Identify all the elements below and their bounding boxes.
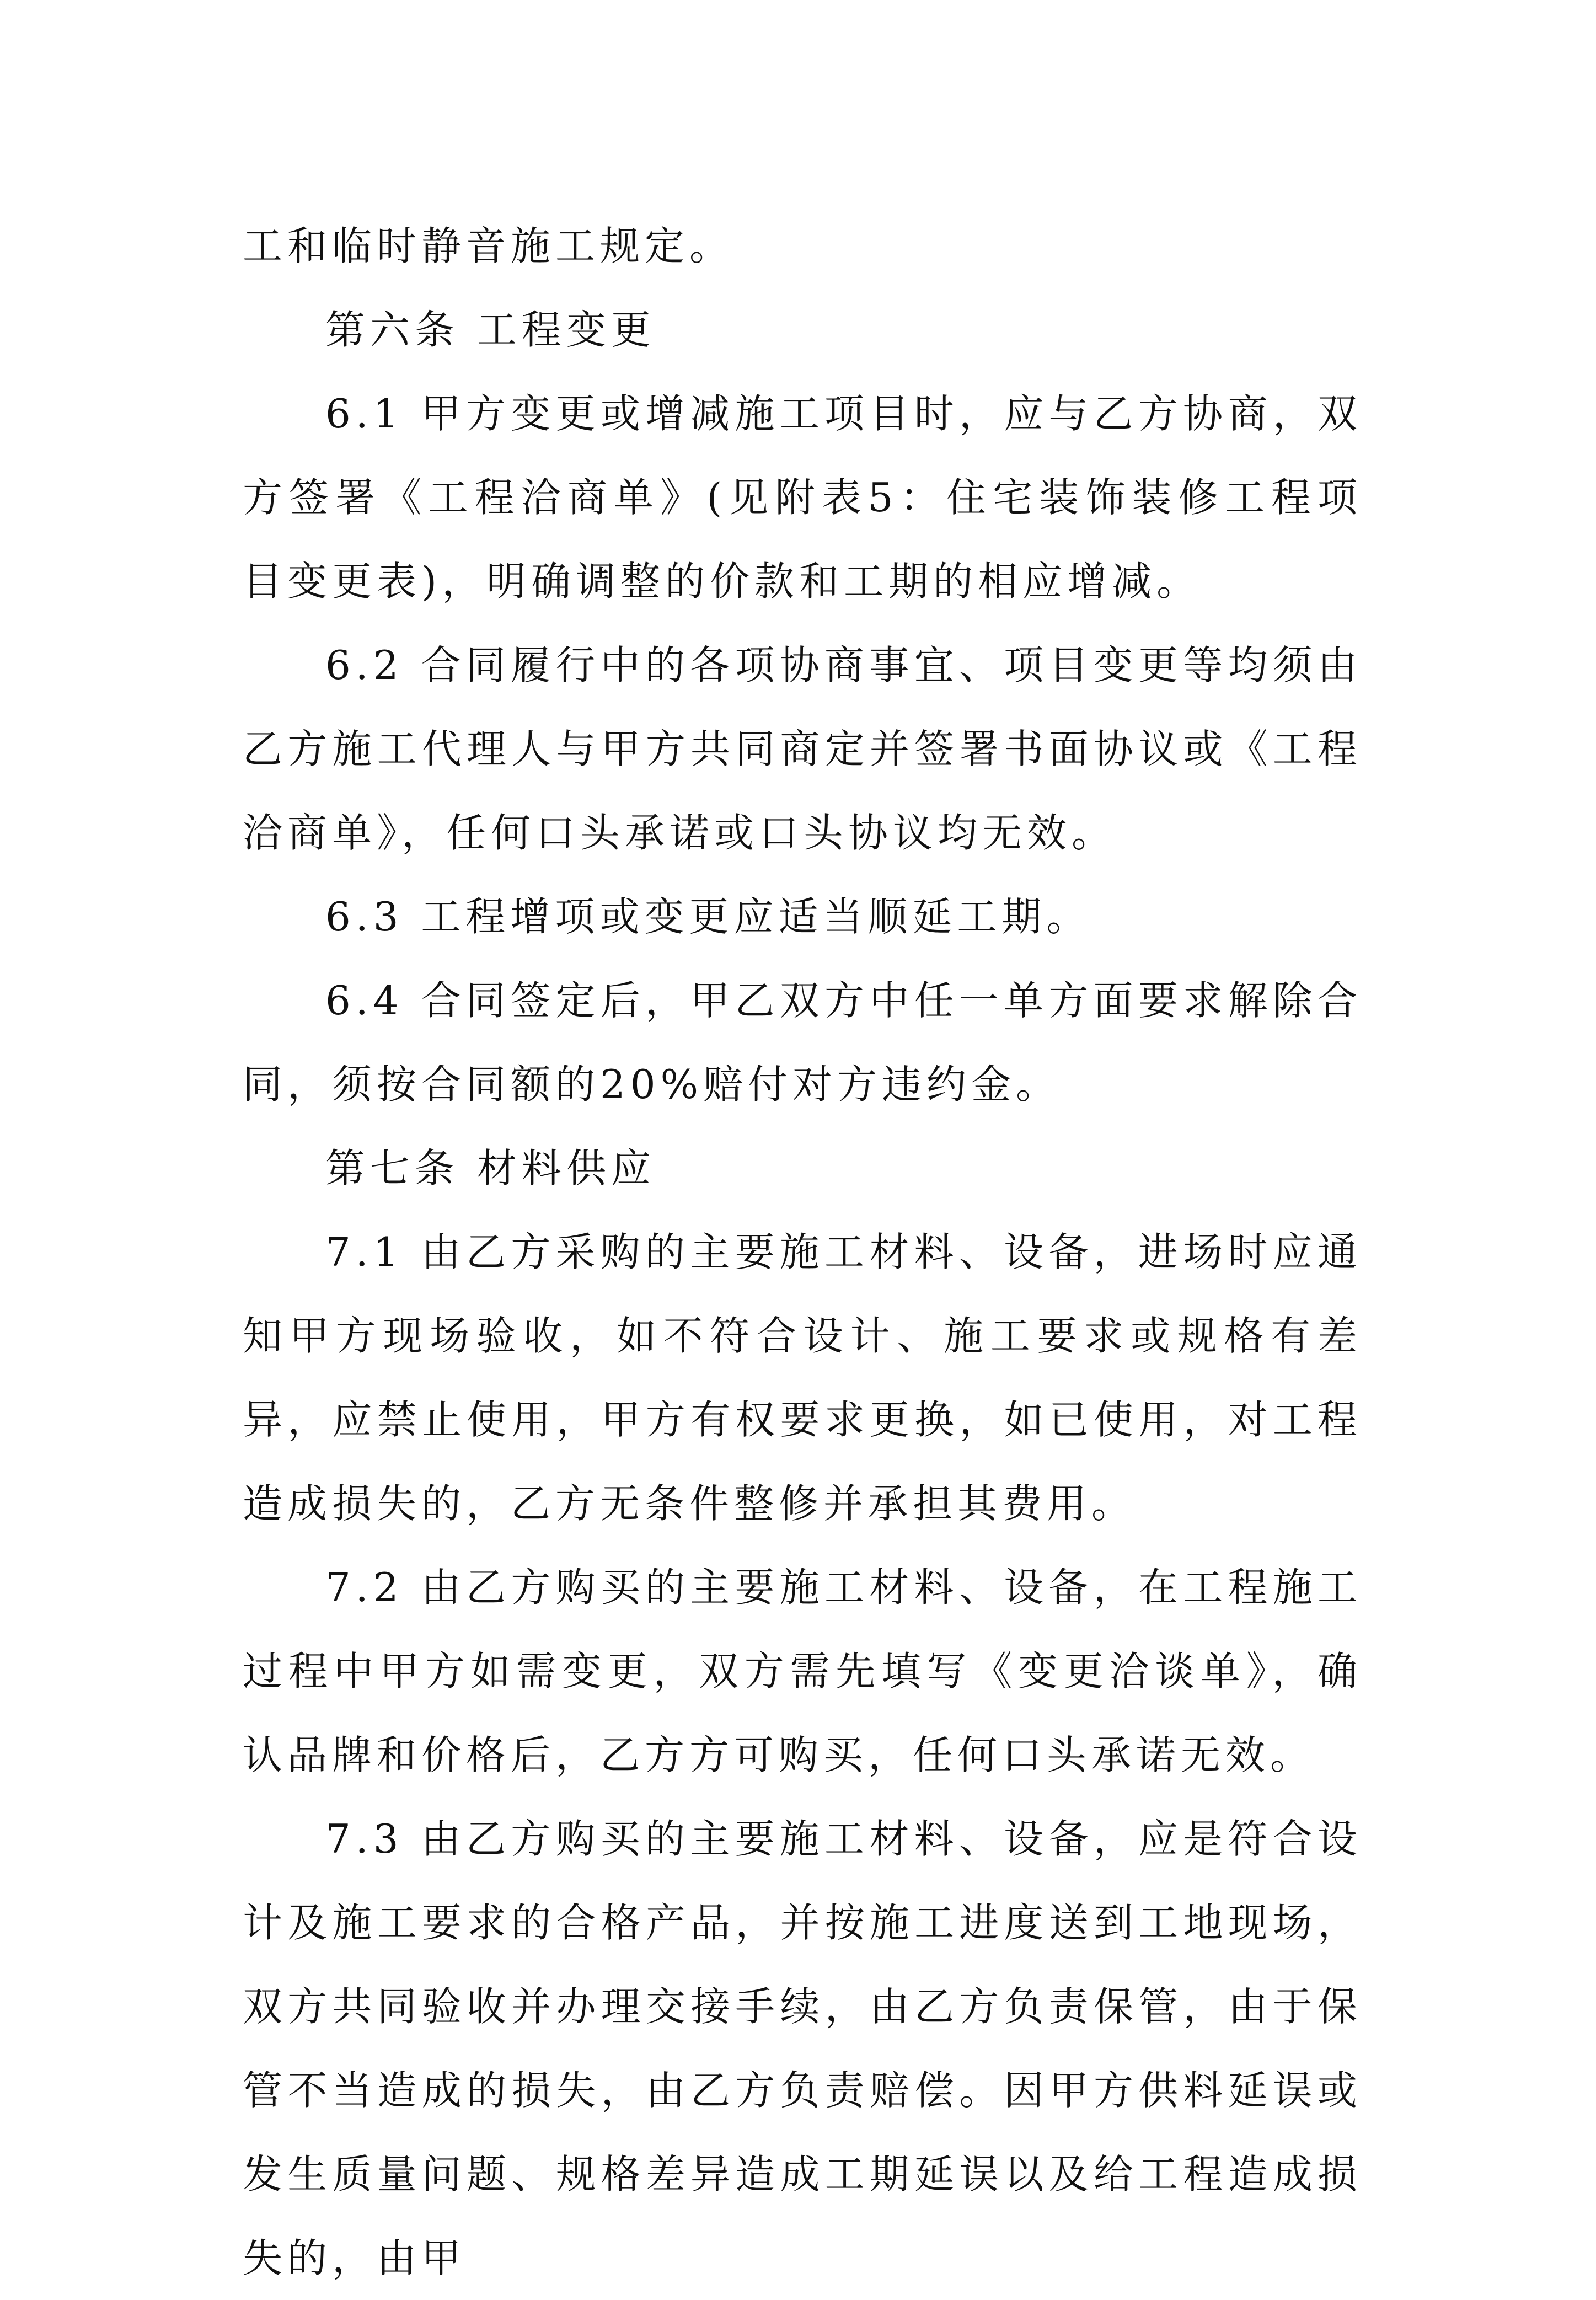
clause-6-1: 6.1 甲方变更或增减施工项目时，应与乙方协商，双方签署《工程洽商单》(见附表5：住宅装饰装修工程项目变更表)，明确调整的价款和工期的相应增减。: [243, 391, 1362, 605]
clause-7-1: 7.1 由乙方采购的主要施工材料、设备，进场时应通知甲方现场验收，如不符合设计、施工要求或规格有差异，应禁止使用，甲方有权要求更换，如已使用，对工程造成损失的，乙方无条件整修并承担其费用。: [243, 1229, 1362, 1527]
document-body: [243, 204, 1362, 2300]
clause-6-2: 6.2 合同履行中的各项协商事宜、项目变更等均须由乙方施工代理人与甲方共同商定并签署书面协议或《工程洽商单》，任何口头承诺或口头协议均无效。: [243, 642, 1362, 856]
section-heading-article-6: 第六条 工程变更: [325, 307, 656, 353]
clause-7-2: 7.2 由乙方购买的主要施工材料、设备，在工程施工过程中甲方如需变更，双方需先填写《变更洽谈单》，确认品牌和价格后，乙方方可购买，任何口头承诺无效。: [243, 1564, 1362, 1778]
clause-6-3: 6.3 工程增项或变更应适当顺延工期。: [325, 894, 1091, 940]
paragraph-continuation: 工和临时静音施工规定。: [243, 223, 735, 269]
section-heading-article-7: 第七条 材料供应: [325, 1145, 656, 1191]
clause-7-3: 7.3 由乙方购买的主要施工材料、设备，应是符合设计及施工要求的合格产品，并按施工进度送到工地现场，双方共同验收并办理交接手续，由乙方负责保管，由于保管不当造成的损失，由乙方负责赔偿。因甲方供料延误或发生质量问题、规格差异造成工期延误以及给工程造成损失的，由甲: [243, 1816, 1362, 2281]
clause-6-4: 6.4 合同签定后，甲乙双方中任一单方面要求解除合同，须按合同额的20%赔付对方违约金。: [243, 977, 1362, 1108]
